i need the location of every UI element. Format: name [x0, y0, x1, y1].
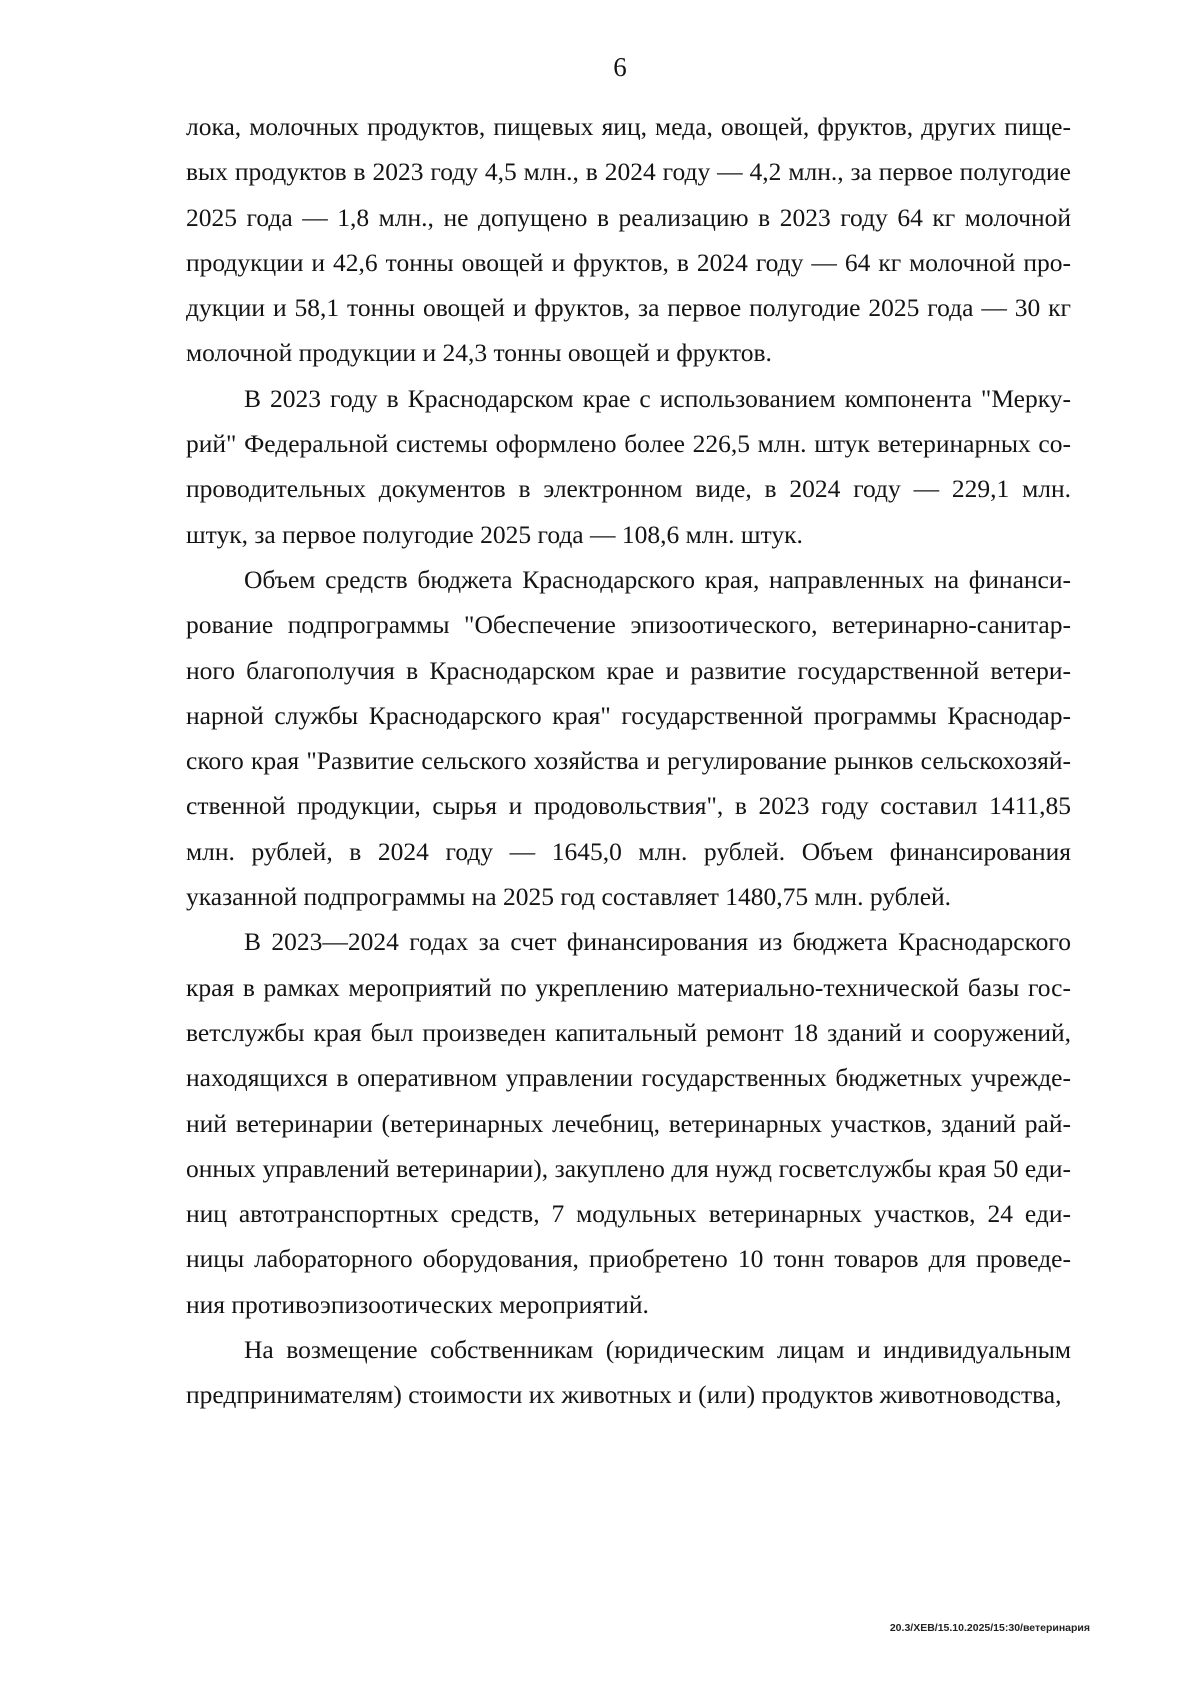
page-number: 6 — [613, 52, 627, 82]
document-body — [186, 104, 1071, 1418]
paragraph-budget-funding: Объем средств бюджета Краснодарского края, направленных на финансирование подпрограммы "Обеспечение эпизоотического, ветеринарно-санитарного благополучия в Краснодарском крае и развитие государственной ветеринарной службы Краснодарского края" государственной программы Краснодарского края "Развитие сельского хозяйства и регулирование рынков сельскохозяйственной продукции, сырья и продовольствия", в 2023 году составил 1411,85 млн. рублей, в 2024 году — 1645,0 млн. рублей. Объем финансирования указанной подпрограммы на 2025 год составляет 1480,75 млн. рублей. — [186, 564, 1071, 912]
paragraph-material-base: В 2023—2024 годах за счет финансирования из бюджета Краснодарского края в рамках мероприятий по укреплению материально-технической базы госветслужбы края был произведен капитальный ремонт 18 зданий и сооружений, находящихся в оперативном управлении государственных бюджетных учреждений ветеринарии (ветеринарных лечебниц, ветеринарных участков, зданий районных управлений ветеринарии), закуплено для нужд госветслужбы края 50 единиц автотранспортных средств, 7 модульных ветеринарных участков, 24 единицы лабораторного оборудования, приобретено 10 тонн товаров для проведения противоэпизоотических мероприятий. — [186, 927, 1071, 1319]
paragraph-compensation: На возмещение собственникам (юридическим лицам и индивидуальным предпринимателям) стоимости их животных и (или) продуктов животноводства, — [186, 1335, 1071, 1410]
document-footer-code: 20.3/ХЕВ/15.10.2025/15:30/ветеринария — [889, 1622, 1090, 1634]
paragraph-mercury-documents: В 2023 году в Краснодарском крае с использованием компонента "Меркурий" Федеральной системы оформлено более 226,5 млн. штук ветеринарных сопроводительных документов в электронном виде, в 2024 году — 229,1 млн. штук, за первое полугодие 2025 года — 108,6 млн. штук. — [186, 383, 1071, 549]
paragraph-continuation: лока, молочных продуктов, пищевых яиц, меда, овощей, фруктов, других пищевых продуктов в 2023 году 4,5 млн., в 2024 году — 4,2 млн., за первое полугодие 2025 года — 1,8 млн., не допущено в реализацию в 2023 году 64 кг молочной продукции и 42,6 тонны овощей и фруктов, в 2024 году — 64 кг молочной продукции и 58,1 тонны овощей и фруктов, за первое полугодие 2025 года — 30 кг молочной продукции и 24,3 тонны овощей и фруктов. — [186, 112, 1071, 368]
